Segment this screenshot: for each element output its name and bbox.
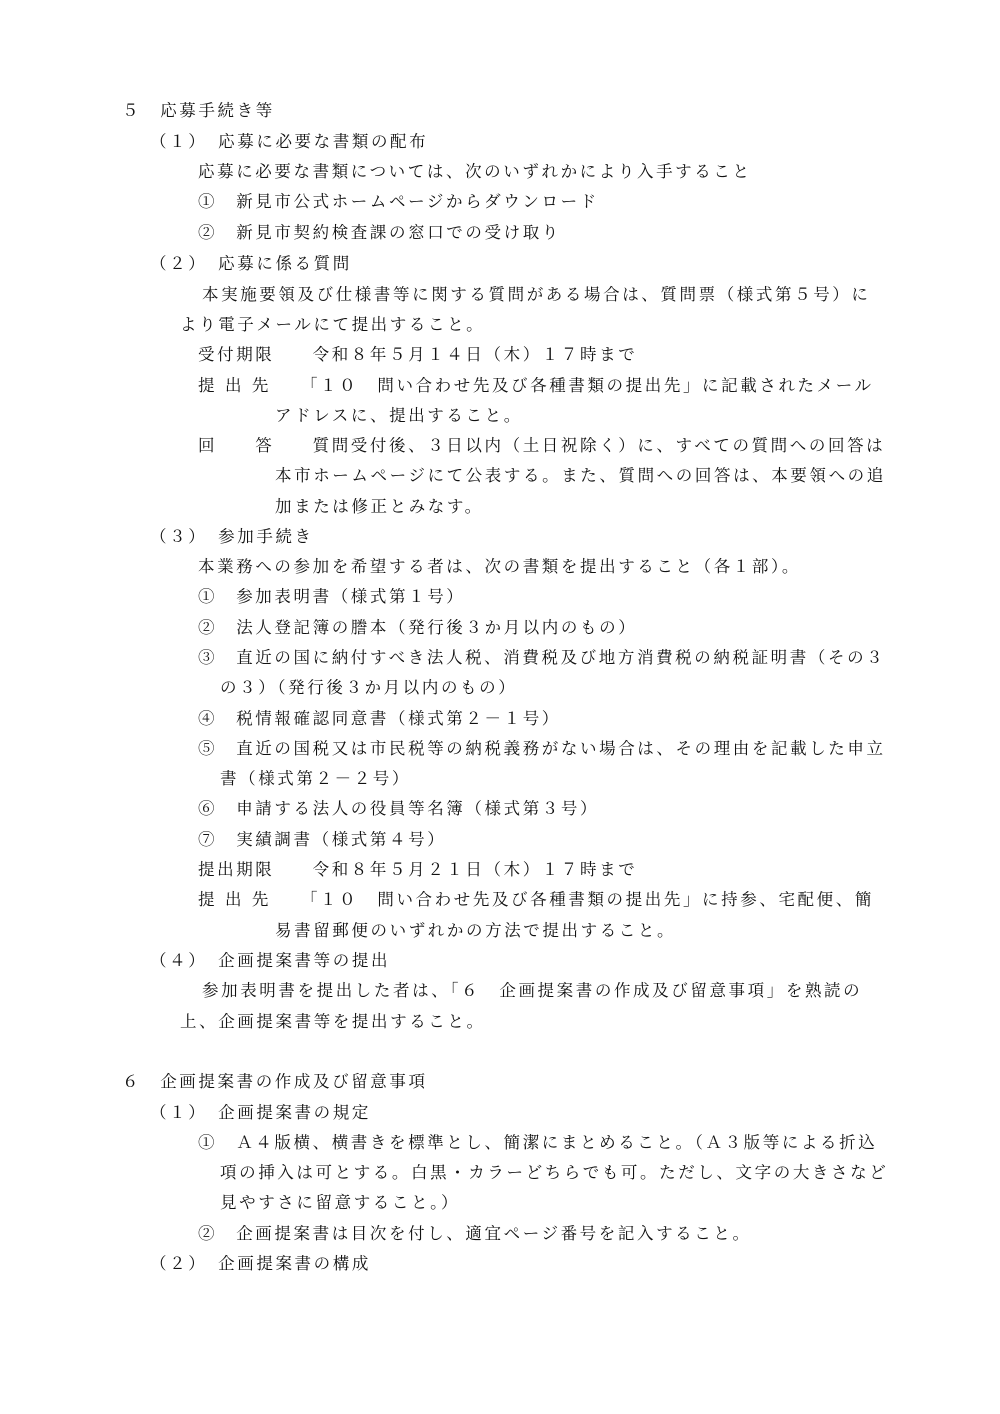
section-5-title: ５ 応募手続き等 xyxy=(122,101,275,120)
section-5-2-deadline: 受付期限 令和８年５月１４日（木）１７時まで xyxy=(198,345,638,364)
section-5-2-text-line-1: 本実施要領及び仕様書等に関する質問がある場合は、質問票（様式第５号）に xyxy=(202,285,871,304)
section-5-3-heading: （３） 参加手続き xyxy=(150,527,314,546)
section-5-3-destination-line-1: 提 出 先 「１０ 問い合わせ先及び各種書類の提出先」に持参、宅配便、簡 xyxy=(198,890,874,909)
section-6-1-item-2: ② 企画提案書は目次を付し、適宜ページ番号を記入すること。 xyxy=(198,1224,752,1243)
section-5-3-item-5-line-2: 書（様式第２－２号） xyxy=(220,769,411,788)
section-5-1-heading: （１） 応募に必要な書類の配布 xyxy=(150,132,429,151)
section-6-1-item-1-line-2: 項の挿入は可とする。白黒・カラーどちらでも可。ただし、文字の大きさなど xyxy=(220,1163,889,1182)
section-5-1-intro: 応募に必要な書類については、次のいずれかにより入手すること xyxy=(198,162,752,181)
section-5-3-item-4: ④ 税情報確認同意書（様式第２－１号） xyxy=(198,709,561,728)
section-5-2-answer-line-1: 回 答 質問受付後、３日以内（土日祝除く）に、すべての質問への回答は xyxy=(198,436,886,455)
section-5-2-answer-line-3: 加または修正とみなす。 xyxy=(275,497,484,516)
section-5-3-item-7: ⑦ 実績調書（様式第４号） xyxy=(198,830,447,849)
section-5-3-item-1: ① 参加表明書（様式第１号） xyxy=(198,587,466,606)
section-5-3-item-6: ⑥ 申請する法人の役員等名簿（様式第３号） xyxy=(198,799,600,818)
section-6-2-heading: （２） 企画提案書の構成 xyxy=(150,1254,371,1273)
section-5-3-item-5-line-1: ⑤ 直近の国税又は市民税等の納税義務がない場合は、その理由を記載した申立 xyxy=(198,739,886,758)
section-5-4-text-line-1: 参加表明書を提出した者は、「６ 企画提案書の作成及び留意事項」を熟読の xyxy=(202,981,863,1000)
section-5-2-answer-line-2: 本市ホームページにて公表する。また、質問への回答は、本要領への追 xyxy=(275,466,886,485)
section-6-title: ６ 企画提案書の作成及び留意事項 xyxy=(122,1072,428,1091)
section-5-3-deadline: 提出期限 令和８年５月２１日（木）１７時まで xyxy=(198,860,638,879)
section-5-1-item-2: ② 新見市契約検査課の窓口での受け取り xyxy=(198,223,561,242)
section-5-3-intro: 本業務への参加を希望する者は、次の書類を提出すること（各１部）。 xyxy=(198,557,801,576)
section-5-2-destination-line-2: アドレスに、提出すること。 xyxy=(275,406,523,425)
section-5-3-item-3-line-2: の３）（発行後３か月以内のもの） xyxy=(220,678,518,697)
section-6-1-item-1-line-1: ① Ａ４版横、横書きを標準とし、簡潔にまとめること。（Ａ３版等による折込 xyxy=(198,1133,878,1152)
section-5-3-item-2: ② 法人登記簿の謄本（発行後３か月以内のもの） xyxy=(198,618,638,637)
section-5-2-destination-line-1: 提 出 先 「１０ 問い合わせ先及び各種書類の提出先」に記載されたメール xyxy=(198,376,874,395)
section-5-2-heading: （２） 応募に係る質問 xyxy=(150,254,352,273)
section-6-1-heading: （１） 企画提案書の規定 xyxy=(150,1103,371,1122)
section-5-4-text-line-2: 上、企画提案書等を提出すること。 xyxy=(180,1012,486,1031)
section-5-2-text-line-2: より電子メールにて提出すること。 xyxy=(180,315,486,334)
section-5-4-heading: （４） 企画提案書等の提出 xyxy=(150,951,391,970)
section-5-3-item-3-line-1: ③ 直近の国に納付すべき法人税、消費税及び地方消費税の納税証明書（その３ xyxy=(198,648,886,667)
section-5-3-destination-line-2: 易書留郵便のいずれかの方法で提出すること。 xyxy=(275,921,677,940)
section-5-1-item-1: ① 新見市公式ホームページからダウンロード xyxy=(198,192,599,211)
section-6-1-item-1-line-3: 見やすさに留意すること。） xyxy=(220,1193,461,1212)
